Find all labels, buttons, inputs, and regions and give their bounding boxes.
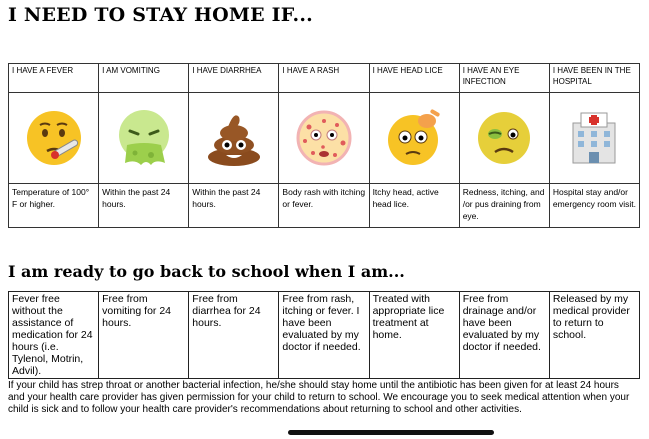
stay-home-icon-row [9, 93, 640, 184]
criteria-vomiting: Free from vomiting for 24 hours. [99, 292, 189, 379]
rash-face-icon [293, 107, 355, 169]
desc-eye-infection: Redness, itching, and /or pus draining from eye. [459, 184, 549, 228]
desc-diarrhea: Within the past 24 hours. [189, 184, 279, 228]
head-lice-face-icon [383, 107, 445, 169]
header-fever: I HAVE A FEVER [9, 64, 99, 93]
criteria-diarrhea: Free from diarrhea for 24 hours. [189, 292, 279, 379]
header-hospital: I HAVE BEEN IN THE HOSPITAL [549, 64, 639, 93]
stay-home-title: I NEED TO STAY HOME IF... [8, 4, 313, 26]
back-to-school-table [8, 291, 640, 379]
home-indicator-bar[interactable] [288, 430, 494, 435]
criteria-hospital: Released by my medical provider to return to school. [549, 292, 639, 379]
stay-home-header-row [9, 64, 640, 93]
desc-head-lice: Itchy head, active head lice. [369, 184, 459, 228]
eye-infection-face-icon [473, 107, 535, 169]
desc-fever: Temperature of 100° F or higher. [9, 184, 99, 228]
stay-home-table [8, 63, 640, 228]
back-to-school-title: I am ready to go back to school when I am... [8, 262, 405, 281]
footer-note: If your child has strep throat or another bacterial infection, he/she should stay home until the antibiotic has been given for at least 24 hours and your health care provider has given permission for your child to return to school. We encourage you to seek medical attention when your child is sick and to follow your health care provider's recommendations about returning to school and other activities. [8, 380, 630, 415]
criteria-head-lice: Treated with appropriate lice treatment at home. [369, 292, 459, 379]
desc-rash: Body rash with itching or fever. [279, 184, 369, 228]
header-eye-infection: I HAVE AN EYE INFECTION [459, 64, 549, 93]
criteria-rash: Free from rash, itching or fever. I have been evaluated by my doctor if needed. [279, 292, 369, 379]
header-head-lice: I HAVE HEAD LICE [369, 64, 459, 93]
desc-vomiting: Within the past 24 hours. [99, 184, 189, 228]
header-rash: I HAVE A RASH [279, 64, 369, 93]
criteria-eye-infection: Free from drainage and/or have been evaluated by my doctor if needed. [459, 292, 549, 379]
hospital-icon [563, 107, 625, 169]
header-diarrhea: I HAVE DIARRHEA [189, 64, 279, 93]
header-vomiting: I AM VOMITING [99, 64, 189, 93]
poop-icon [203, 107, 265, 169]
stay-home-desc-row [9, 184, 640, 228]
criteria-fever: Fever free without the assistance of medication for 24 hours (i.e. Tylenol, Motrin, Advil). [9, 292, 99, 379]
vomiting-face-icon [113, 107, 175, 169]
desc-hospital: Hospital stay and/or emergency room visit. [549, 184, 639, 228]
thermometer-face-icon [23, 107, 85, 169]
back-to-school-row [9, 292, 640, 379]
